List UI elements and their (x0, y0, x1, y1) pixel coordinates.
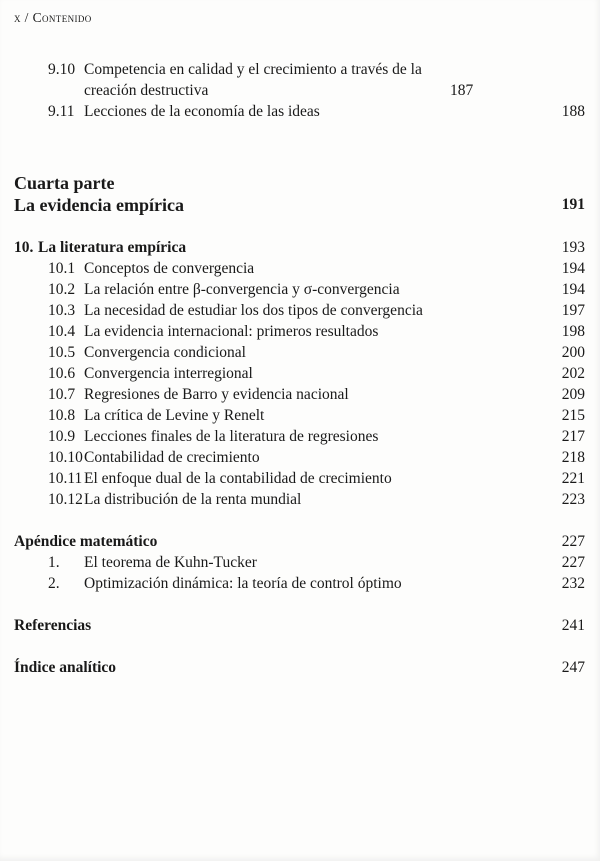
toc-entry (48, 258, 585, 279)
chapter-title: Índice analítico (14, 659, 117, 676)
entry-page-number: 227 (561, 554, 585, 571)
part-page-number: 191 (561, 196, 585, 213)
chapter-heading (14, 615, 585, 636)
chapter-title: Referencias (14, 617, 92, 634)
entry-title: La relación entre β-convergencia y σ-convergencia (84, 281, 400, 298)
running-header: x / Contenido (14, 10, 92, 25)
part-heading-line: Cuarta parte (14, 173, 115, 193)
toc-entry (48, 468, 585, 489)
toc-entry-group (48, 258, 585, 510)
entry-page-number: 198 (561, 323, 585, 340)
entry-title: La crítica de Levine y Renelt (84, 407, 265, 424)
entry-page-number: 218 (561, 449, 585, 466)
entry-page-number: 197 (561, 302, 585, 319)
entry-number: 9.11 (48, 103, 75, 120)
entry-number: 10.3 (48, 302, 76, 319)
entry-page-number: 232 (561, 575, 585, 592)
entry-title: Convergencia condicional (84, 344, 246, 361)
entry-title: La necesidad de estudiar los dos tipos de convergencia (84, 302, 423, 319)
entry-title: Contabilidad de crecimiento (84, 449, 260, 466)
entry-title: Conceptos de convergencia (84, 260, 255, 277)
entry-title: Lecciones finales de la literatura de regresiones (84, 428, 379, 445)
toc-entry (48, 447, 585, 468)
entry-number: 10.7 (48, 386, 76, 403)
toc-entry (48, 489, 585, 510)
chapter-title: Apéndice matemático (14, 533, 158, 550)
entry-title: Optimización dinámica: la teoría de control óptimo (84, 575, 402, 592)
entry-number: 1. (48, 554, 60, 571)
entry-page-number: 194 (561, 260, 585, 277)
chapter-page-number: 247 (561, 659, 585, 676)
entry-title: Convergencia interregional (84, 365, 253, 382)
toc-entry (48, 384, 585, 405)
toc-entry (48, 59, 585, 101)
entry-page-number: 223 (561, 491, 585, 508)
toc-entry (48, 573, 585, 594)
entry-title: Competencia en calidad y el crecimiento a través de la creación destructiva (84, 61, 422, 99)
entry-number: 10.10 (48, 449, 83, 466)
entry-page-number: 209 (561, 386, 585, 403)
chapter-title: La literatura empírica (38, 239, 187, 256)
entry-number: 2. (48, 575, 60, 592)
toc-entry (48, 101, 585, 122)
entry-page-number: 215 (561, 407, 585, 424)
chapter-page-number: 193 (561, 239, 585, 256)
toc-entry (48, 426, 585, 447)
entry-title: La distribución de la renta mundial (84, 491, 302, 508)
toc-entry (48, 279, 585, 300)
toc-entry (48, 300, 585, 321)
entry-number: 10.8 (48, 407, 76, 424)
entry-title: Lecciones de la economía de las ideas (84, 103, 320, 120)
entry-title: El teorema de Kuhn-Tucker (84, 554, 257, 571)
toc-entry (48, 552, 585, 573)
entry-page-number: 188 (561, 103, 585, 120)
toc-entry (48, 405, 585, 426)
part-heading-line: La evidencia empírica (14, 195, 184, 215)
entry-number: 10.4 (48, 323, 76, 340)
part-heading-lines (14, 172, 562, 216)
toc-entry (48, 342, 585, 363)
entry-title: El enfoque dual de la contabilidad de crecimiento (84, 470, 392, 487)
chapter-number: 10. (14, 239, 34, 256)
entry-number: 10.2 (48, 281, 76, 298)
entry-page-number: 221 (561, 470, 585, 487)
entry-number: 10.1 (48, 260, 76, 277)
toc-entry (48, 321, 585, 342)
entry-number: 10.9 (48, 428, 76, 445)
chapter-heading (14, 237, 585, 258)
entry-page-number: 194 (561, 281, 585, 298)
entry-page-number: 187 (450, 82, 474, 99)
entry-page-number: 200 (561, 344, 585, 361)
part-heading (14, 172, 585, 216)
entry-number: 10.11 (48, 470, 83, 487)
chapter-page-number: 241 (561, 617, 585, 634)
entry-number: 10.5 (48, 344, 76, 361)
entry-page-number: 217 (561, 428, 585, 445)
chapter-page-number: 227 (561, 533, 585, 550)
chapter-heading (14, 531, 585, 552)
entry-title: Regresiones de Barro y evidencia nacional (84, 386, 349, 403)
entry-title: La evidencia internacional: primeros resultados (84, 323, 379, 340)
table-of-contents (14, 59, 585, 678)
entry-number: 10.12 (48, 491, 83, 508)
toc-entry (48, 363, 585, 384)
chapter-heading (14, 657, 585, 678)
toc-entry-group (48, 59, 585, 122)
entry-number: 9.10 (48, 61, 76, 78)
entry-page-number: 202 (561, 365, 585, 382)
toc-entry-group (48, 552, 585, 594)
entry-number: 10.6 (48, 365, 76, 382)
